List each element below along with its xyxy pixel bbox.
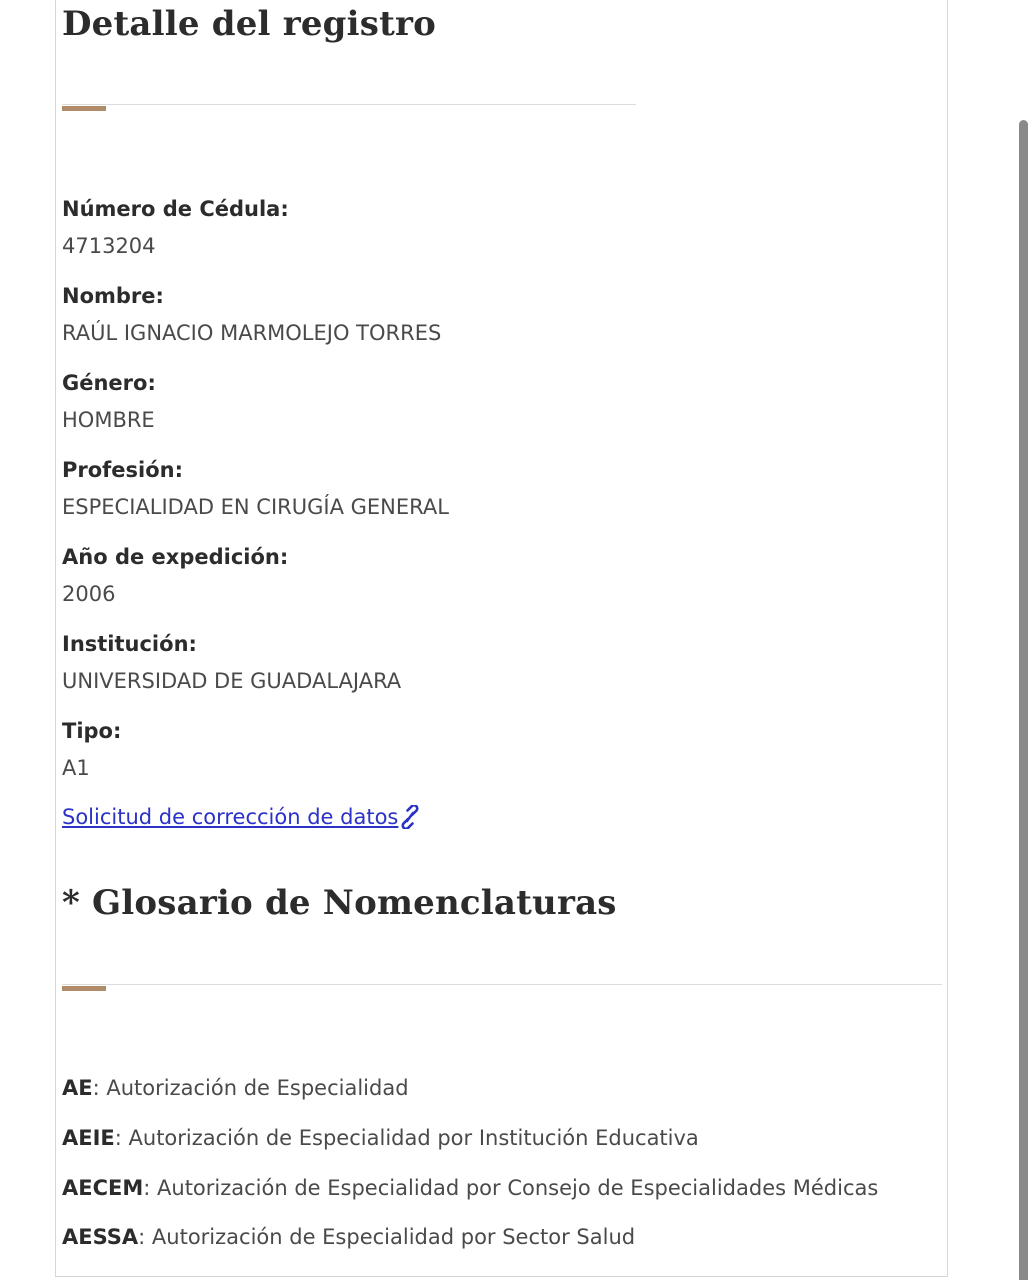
glossary-abbr: AE	[62, 1076, 93, 1100]
field-profesion	[62, 456, 449, 521]
field-label: Profesión:	[62, 458, 184, 482]
page-title: Detalle del registro	[62, 4, 436, 44]
glossary-abbr: AESSA	[62, 1225, 139, 1249]
glossary-divider	[62, 984, 942, 985]
field-label: Año de expedición:	[62, 545, 289, 569]
field-cedula	[62, 195, 289, 260]
glossary-item	[62, 1074, 409, 1102]
glossary-abbr: AEIE	[62, 1126, 115, 1150]
field-label: Nombre:	[62, 284, 164, 308]
field-label: Número de Cédula:	[62, 197, 289, 221]
field-value: HOMBRE	[62, 408, 155, 432]
correction-request-link[interactable]	[62, 802, 421, 832]
field-tipo	[62, 717, 121, 782]
glossary-desc: : Autorización de Especialidad	[92, 1076, 409, 1100]
glossary-desc: : Autorización de Especialidad por Institución Educativa	[114, 1126, 699, 1150]
field-value: ESPECIALIDAD EN CIRUGÍA GENERAL	[62, 495, 449, 519]
glossary-title: * Glosario de Nomenclaturas	[62, 883, 617, 923]
field-value: RAÚL IGNACIO MARMOLEJO TORRES	[62, 321, 442, 345]
field-label: Institución:	[62, 632, 197, 656]
field-genero	[62, 369, 156, 434]
glossary-abbr: AECEM	[62, 1176, 144, 1200]
glossary-item	[62, 1223, 635, 1251]
field-value: 2006	[62, 582, 116, 606]
field-label: Tipo:	[62, 719, 122, 743]
scrollbar-thumb[interactable]	[1019, 120, 1028, 1280]
link-icon	[399, 805, 421, 829]
glossary-accent-bar	[62, 986, 106, 991]
correction-link-label: Solicitud de corrección de datos	[62, 805, 399, 829]
field-nombre	[62, 282, 441, 347]
field-value: 4713204	[62, 234, 156, 258]
field-institucion	[62, 630, 401, 695]
glossary-item	[62, 1124, 699, 1152]
title-accent-bar	[62, 106, 106, 111]
glossary-desc: : Autorización de Especialidad por Consejo de Especialidades Médicas	[143, 1176, 879, 1200]
field-value: A1	[62, 756, 90, 780]
field-label: Género:	[62, 371, 156, 395]
field-anio-expedicion	[62, 543, 288, 608]
title-divider	[62, 104, 636, 105]
glossary-desc: : Autorización de Especialidad por Sector Salud	[138, 1225, 636, 1249]
field-value: UNIVERSIDAD DE GUADALAJARA	[62, 669, 402, 693]
glossary-item	[62, 1174, 878, 1202]
